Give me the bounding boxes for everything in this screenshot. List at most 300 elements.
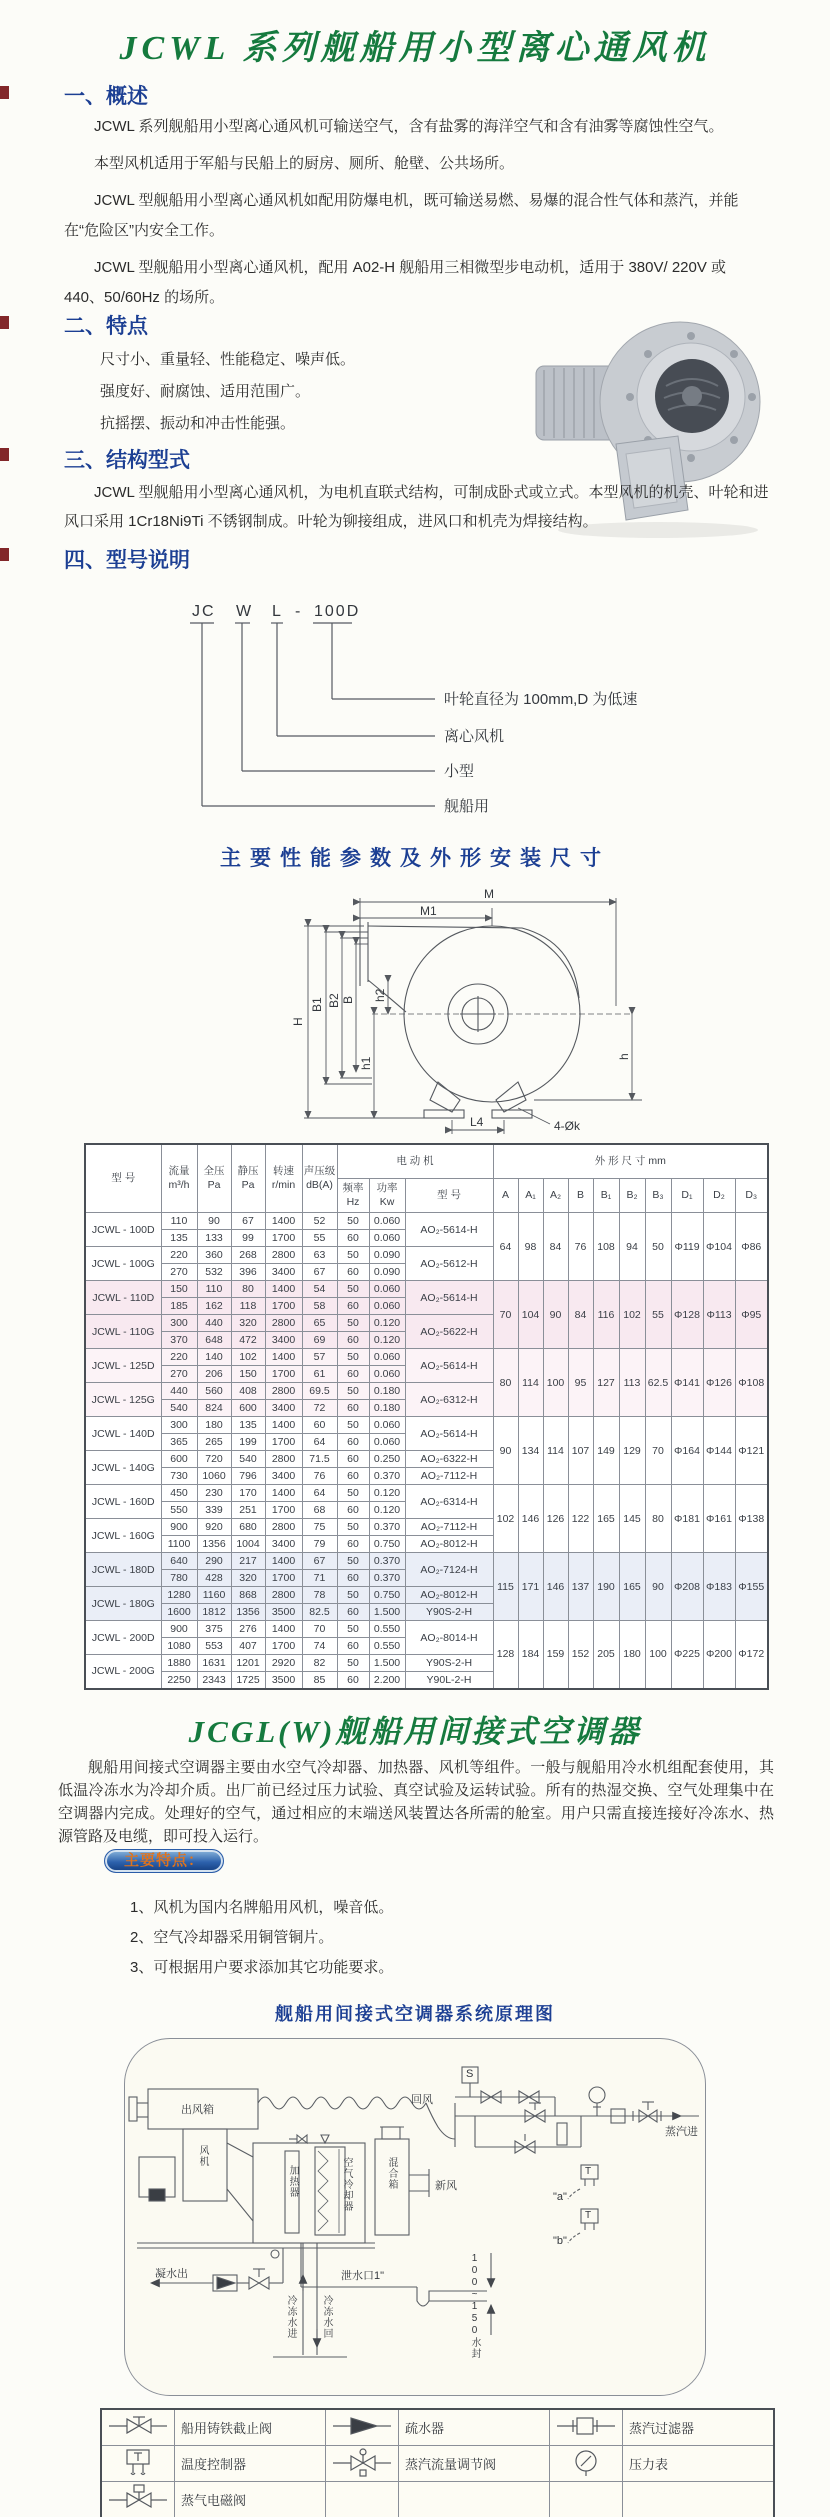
steam-flow-valve-icon — [326, 2446, 399, 2482]
paragraph: 本型风机适用于军船与民船上的厨房、厕所、舱壁、公共场所。 — [94, 155, 515, 172]
legend-label — [623, 2482, 775, 2517]
table-cell: 3400 — [265, 1468, 302, 1485]
table-cell: 69.5 — [302, 1383, 337, 1400]
dimension-cell: 115 — [493, 1553, 518, 1621]
dimension-cell: Φ208 — [671, 1553, 703, 1621]
table-cell: 0.120 — [369, 1502, 405, 1519]
table-cell: 0.060 — [369, 1366, 405, 1383]
table-cell: 1700 — [265, 1502, 302, 1519]
table-cell: 60 — [337, 1451, 369, 1468]
paragraph: JCWL 型舰船用小型离心通风机，配用 A02-H 舰船用三相微型步电动机，适用于 380V/ 220V 或 440、50/60Hz 的场所。 — [64, 259, 727, 306]
paragraph: JCWL 系列舰船用小型离心通风机可输送空气，含有盐雾的海洋空气和含有油雾等腐蚀性空气。 — [94, 118, 724, 135]
table-cell: 920 — [197, 1519, 231, 1536]
schematic-label-water-seal: 100~150水封 — [469, 2253, 480, 2359]
col-header-dim: D₁ — [671, 1179, 703, 1213]
ac-features-list — [130, 1896, 690, 1986]
schematic-label-chilled-in: 冷冻水进 — [285, 2295, 296, 2339]
table-cell: 0.060 — [369, 1417, 405, 1434]
dimension-cell: 165 — [593, 1485, 619, 1553]
dimension-cell: 114 — [543, 1417, 568, 1485]
table-cell: 1700 — [265, 1638, 302, 1655]
table-cell: 408 — [231, 1383, 265, 1400]
motor-model-cell: Y90S-2-H — [405, 1604, 493, 1621]
dimension-cell: 113 — [619, 1349, 645, 1417]
dimension-cell: 205 — [593, 1621, 619, 1689]
table-cell: 220 — [161, 1349, 197, 1366]
dimension-cell: 84 — [568, 1281, 593, 1349]
col-group-motor: 电 动 机 — [337, 1144, 493, 1179]
dimension-cell: 90 — [543, 1281, 568, 1349]
schematic-label-condensate-out: 凝水出 — [155, 2268, 188, 2280]
table-cell: 69 — [302, 1332, 337, 1349]
model-name-cell: JCWL - 110D — [85, 1281, 161, 1315]
table-header-row — [85, 1144, 768, 1179]
model-code-diagram — [180, 596, 720, 831]
dimension-cell: 80 — [493, 1349, 518, 1417]
model-code-part: L — [272, 603, 283, 620]
perf-table-body — [85, 1213, 768, 1689]
col-header-dim: B₁ — [593, 1179, 619, 1213]
table-cell: 2920 — [265, 1655, 302, 1672]
dimension-cell: 129 — [619, 1417, 645, 1485]
motor-model-cell: AO₂-6314-H — [405, 1485, 493, 1519]
table-cell: 0.550 — [369, 1621, 405, 1638]
motor-model-cell: AO₂-7124-H — [405, 1553, 493, 1587]
table-cell: 1400 — [265, 1349, 302, 1366]
table-cell: 60 — [337, 1536, 369, 1553]
col-header-hz: 频率 Hz — [337, 1179, 369, 1213]
legend-label: 疏水器 — [399, 2409, 550, 2446]
table-row — [85, 1281, 768, 1298]
legend-label: 蒸汽流量调节阀 — [399, 2446, 550, 2482]
motor-model-cell: AO₂-7112-H — [405, 1468, 493, 1485]
table-cell: 133 — [197, 1230, 231, 1247]
table-cell: 268 — [231, 1247, 265, 1264]
dimension-cell: 149 — [593, 1417, 619, 1485]
dimension-cell: Φ161 — [703, 1485, 735, 1553]
motor-model-cell: Y90L-2-H — [405, 1672, 493, 1689]
table-cell: 1725 — [231, 1672, 265, 1689]
overview-paragraphs — [64, 112, 770, 320]
table-cell: 67 — [302, 1264, 337, 1281]
table-cell: 1.500 — [369, 1655, 405, 1672]
table-cell: 320 — [231, 1315, 265, 1332]
schematic-label-b: "b" — [553, 2235, 567, 2247]
dimension-cell: 90 — [493, 1417, 518, 1485]
model-label: 小型 — [444, 763, 475, 780]
ac-feature-item: 2、空气冷却器采用铜管铜片。 — [130, 1929, 334, 1946]
feature-item: 抗摇摆、振动和冲击性能强。 — [100, 415, 296, 432]
table-cell: 1400 — [265, 1621, 302, 1638]
dimension-cell: 98 — [518, 1213, 543, 1281]
feature-item: 强度好、耐腐蚀、适用范围广。 — [100, 383, 311, 400]
table-cell: 50 — [337, 1213, 369, 1230]
table-cell: 58 — [302, 1298, 337, 1315]
table-row — [85, 1213, 768, 1230]
table-cell: 67 — [302, 1553, 337, 1570]
col-header-db: 声压级 dB(A) — [302, 1144, 337, 1213]
legend-table — [100, 2408, 775, 2517]
dimension-cell: 146 — [543, 1553, 568, 1621]
table-cell: 2800 — [265, 1383, 302, 1400]
table-cell — [550, 2482, 623, 2517]
section-heading-model: 四、型号说明 — [64, 549, 190, 572]
table-cell: 0.250 — [369, 1451, 405, 1468]
table-cell: 276 — [231, 1621, 265, 1638]
table-cell: 60 — [337, 1400, 369, 1417]
table-cell: 64 — [302, 1485, 337, 1502]
table-cell: 199 — [231, 1434, 265, 1451]
dimension-cell: 90 — [645, 1553, 671, 1621]
table-cell: 60 — [337, 1298, 369, 1315]
table-cell: 440 — [197, 1315, 231, 1332]
table-cell: 50 — [337, 1417, 369, 1434]
model-name-cell: JCWL - 160D — [85, 1485, 161, 1519]
section-heading-overview: 一、概述 — [64, 85, 148, 108]
col-header-dim: A₂ — [543, 1179, 568, 1213]
table-cell: 110 — [197, 1281, 231, 1298]
table-cell: 300 — [161, 1417, 197, 1434]
dim-label-B: B — [341, 995, 355, 1004]
table-cell: 1812 — [197, 1604, 231, 1621]
table-cell: 1700 — [265, 1298, 302, 1315]
table-cell: 270 — [161, 1366, 197, 1383]
table-cell: 1201 — [231, 1655, 265, 1672]
table-cell: 0.180 — [369, 1383, 405, 1400]
dim-label-B1: B1 — [310, 997, 324, 1012]
dim-label-L4: L4 — [470, 1115, 484, 1129]
key-features-badge: 主要特点： — [104, 1849, 224, 1873]
schematic-label-s: S — [466, 2068, 474, 2080]
table-cell: 265 — [197, 1434, 231, 1451]
table-cell: 50 — [337, 1383, 369, 1400]
table-cell: 3400 — [265, 1400, 302, 1417]
section-heading-structure: 三、结构型式 — [64, 449, 190, 472]
table-cell: 0.120 — [369, 1315, 405, 1332]
dim-label-M: M — [484, 887, 494, 901]
dim-label-M1: M1 — [420, 904, 437, 918]
dimension-cell: 134 — [518, 1417, 543, 1485]
table-cell: 251 — [231, 1502, 265, 1519]
dimension-cell: 100 — [645, 1621, 671, 1689]
schematic-label-mix-box: 混合箱 — [386, 2157, 397, 2190]
model-name-cell: JCWL - 200D — [85, 1621, 161, 1655]
table-cell: 2800 — [265, 1519, 302, 1536]
dimension-cell: 122 — [568, 1485, 593, 1553]
table-cell: 61 — [302, 1366, 337, 1383]
schematic-label-cooler: 空气冷却器 — [341, 2157, 352, 2212]
model-name-cell: JCWL - 140D — [85, 1417, 161, 1451]
edge-mark — [0, 548, 9, 561]
paragraph: JCWL 型舰船用小型离心通风机，为电机直联式结构，可制成卧式或立式。本型风机的机壳、叶轮和进风口采用 1Cr18Ni9Ti 不锈钢制成。叶轮为铆接组成，进风口和机壳为焊接结构。 — [64, 484, 769, 530]
model-name-cell: JCWL - 125D — [85, 1349, 161, 1383]
table-cell: 532 — [197, 1264, 231, 1281]
dimension-cell: Φ181 — [671, 1485, 703, 1553]
paragraph: 舰船用间接式空调器主要由水空气冷却器、加热器、风机等组件。一般与舰船用冷水机组配套使用，其低温冷冻水为冷却介质。出厂前已经过压力试验、真空试验及运转试验。所有的热湿交换、空气处理集中在空调器内完成。处理好的空气，通过相应的末端送风装置达各所需的舱室。用户只需直接连接好冷冻水、热源管路及电缆，即可投入运行。 — [58, 1759, 774, 1845]
table-cell: 3400 — [265, 1332, 302, 1349]
table-cell: 1400 — [265, 1485, 302, 1502]
col-header-dim: B₃ — [645, 1179, 671, 1213]
table-cell: 74 — [302, 1638, 337, 1655]
ac-feature-item: 1、风机为国内名牌船用风机，噪音低。 — [130, 1899, 394, 1916]
table-cell: 780 — [161, 1570, 197, 1587]
table-cell: 1600 — [161, 1604, 197, 1621]
table-cell: 70 — [302, 1621, 337, 1638]
table-cell: 2800 — [265, 1247, 302, 1264]
table-cell: 1700 — [265, 1434, 302, 1451]
table-cell: 60 — [337, 1264, 369, 1281]
table-cell: 60 — [337, 1434, 369, 1451]
dimension-cell: 94 — [619, 1213, 645, 1281]
motor-model-cell: AO₂-6312-H — [405, 1383, 493, 1417]
model-label: 叶轮直径为 100mm,D 为低速 — [444, 691, 638, 708]
table-cell: 407 — [231, 1638, 265, 1655]
table-cell: 320 — [231, 1570, 265, 1587]
dimension-drawing — [72, 886, 762, 1143]
table-cell: 60 — [337, 1604, 369, 1621]
table-cell: 50 — [337, 1519, 369, 1536]
table-cell: 0.120 — [369, 1485, 405, 1502]
table-cell: 1400 — [265, 1417, 302, 1434]
dimension-cell: 108 — [593, 1213, 619, 1281]
dimension-cell: 107 — [568, 1417, 593, 1485]
table-cell: 0.060 — [369, 1434, 405, 1451]
dimension-cell: Φ119 — [671, 1213, 703, 1281]
dimension-cell: 95 — [568, 1349, 593, 1417]
table-cell: 0.370 — [369, 1570, 405, 1587]
table-cell: 0.120 — [369, 1332, 405, 1349]
table-cell: 1356 — [231, 1604, 265, 1621]
system-schematic — [124, 2038, 706, 2396]
dimension-cell: 102 — [493, 1485, 518, 1553]
table-cell: 50 — [337, 1621, 369, 1638]
edge-mark — [0, 448, 9, 461]
table-cell: 1100 — [161, 1536, 197, 1553]
table-cell: 64 — [302, 1434, 337, 1451]
table-cell — [326, 2482, 399, 2517]
model-label: 舰船用 — [444, 798, 490, 815]
table-cell: 102 — [231, 1349, 265, 1366]
motor-model-cell: AO₂-8012-H — [405, 1536, 493, 1553]
table-cell: 290 — [197, 1553, 231, 1570]
table-cell: 0.060 — [369, 1213, 405, 1230]
table-cell: 0.060 — [369, 1230, 405, 1247]
model-name-cell: JCWL - 180D — [85, 1553, 161, 1587]
table-cell: 60 — [337, 1502, 369, 1519]
table-cell: 60 — [337, 1468, 369, 1485]
paragraph: JCWL 型舰船用小型离心通风机如配用防爆电机，既可输送易燃、易爆的混合性气体和蒸汽，并能在“危险区”内安全工作。 — [64, 192, 739, 239]
dimension-cell: Φ121 — [735, 1417, 768, 1485]
dim-label-B2: B2 — [327, 993, 341, 1008]
table-cell: 375 — [197, 1621, 231, 1638]
table-cell: 82.5 — [302, 1604, 337, 1621]
table-cell: 2250 — [161, 1672, 197, 1689]
motor-model-cell: AO₂-5614-H — [405, 1281, 493, 1315]
table-cell: 75 — [302, 1519, 337, 1536]
solenoid-valve-icon — [101, 2482, 175, 2517]
dimension-cell: Φ200 — [703, 1621, 735, 1689]
table-cell: 65 — [302, 1315, 337, 1332]
dimension-cell: Φ138 — [735, 1485, 768, 1553]
model-name-cell: JCWL - 125G — [85, 1383, 161, 1417]
schematic-title: 舰船用间接式空调器系统原理图 — [275, 2004, 555, 2024]
page-title: JCWL 系列舰船用小型离心通风机 — [119, 30, 711, 67]
col-header-dim: B — [568, 1179, 593, 1213]
dimension-cell: Φ113 — [703, 1281, 735, 1349]
dimension-cell: 137 — [568, 1553, 593, 1621]
legend-label — [399, 2482, 550, 2517]
table-cell: 640 — [161, 1553, 197, 1570]
table-cell: 540 — [231, 1451, 265, 1468]
table-cell: 50 — [337, 1349, 369, 1366]
table-cell: 396 — [231, 1264, 265, 1281]
table-cell: 0.090 — [369, 1247, 405, 1264]
table-cell: 110 — [161, 1213, 197, 1230]
dimension-cell: 180 — [619, 1621, 645, 1689]
table-cell: 1700 — [265, 1570, 302, 1587]
table-cell: 1631 — [197, 1655, 231, 1672]
dimension-cell: 100 — [543, 1349, 568, 1417]
dimension-cell: Φ144 — [703, 1417, 735, 1485]
table-cell: 1280 — [161, 1587, 197, 1604]
col-header-static-pressure: 静压 Pa — [231, 1144, 265, 1213]
table-cell: 170 — [231, 1485, 265, 1502]
table-cell: 71 — [302, 1570, 337, 1587]
table-cell: 1400 — [265, 1553, 302, 1570]
dimension-cell: 64 — [493, 1213, 518, 1281]
table-cell: 0.370 — [369, 1519, 405, 1536]
dimension-cell: Φ95 — [735, 1281, 768, 1349]
legend-label: 温度控制器 — [175, 2446, 326, 2482]
motor-model-cell: AO₂-5612-H — [405, 1247, 493, 1281]
table-row — [85, 1349, 768, 1366]
dimension-cell: 55 — [645, 1281, 671, 1349]
table-cell: 730 — [161, 1468, 197, 1485]
table-cell: 82 — [302, 1655, 337, 1672]
model-name-cell: JCWL - 140G — [85, 1451, 161, 1485]
table-cell: 648 — [197, 1332, 231, 1349]
table-cell: 230 — [197, 1485, 231, 1502]
dimension-cell: Φ141 — [671, 1349, 703, 1417]
table-cell: 60 — [302, 1417, 337, 1434]
table-cell: 0.060 — [369, 1298, 405, 1315]
table-cell: 79 — [302, 1536, 337, 1553]
col-header-model: 型 号 — [85, 1144, 161, 1213]
table-cell: 50 — [337, 1247, 369, 1264]
table-cell: 0.370 — [369, 1553, 405, 1570]
schematic-label-steam-in: 蒸汽进 — [665, 2126, 698, 2138]
dimension-cell: 116 — [593, 1281, 619, 1349]
table-cell: 553 — [197, 1638, 231, 1655]
motor-model-cell: Y90S-2-H — [405, 1655, 493, 1672]
table-row — [85, 1417, 768, 1434]
table-cell: 0.750 — [369, 1587, 405, 1604]
model-name-cell: JCWL - 180G — [85, 1587, 161, 1621]
table-cell: 60 — [337, 1570, 369, 1587]
col-header-total-pressure: 全压 Pa — [197, 1144, 231, 1213]
dimension-cell: 114 — [518, 1349, 543, 1417]
table-cell: 1356 — [197, 1536, 231, 1553]
table-cell: 365 — [161, 1434, 197, 1451]
table-row — [85, 1621, 768, 1638]
ac-title: JCGL(W)舰船用间接式空调器 — [188, 1714, 642, 1749]
table-cell: 57 — [302, 1349, 337, 1366]
model-name-cell: JCWL - 100D — [85, 1213, 161, 1247]
table-cell: 3500 — [265, 1604, 302, 1621]
table-cell: 50 — [337, 1315, 369, 1332]
model-name-cell: JCWL - 160G — [85, 1519, 161, 1553]
table-cell: 440 — [161, 1383, 197, 1400]
table-cell: 1400 — [265, 1281, 302, 1298]
model-code-part: - — [295, 603, 303, 620]
motor-model-cell: AO₂-8014-H — [405, 1621, 493, 1655]
dimension-cell: 190 — [593, 1553, 619, 1621]
table-cell: 135 — [231, 1417, 265, 1434]
table-cell: 868 — [231, 1587, 265, 1604]
table-cell: 50 — [337, 1587, 369, 1604]
table-cell: 3400 — [265, 1264, 302, 1281]
stop-valve-icon — [101, 2409, 175, 2446]
table-cell: 560 — [197, 1383, 231, 1400]
motor-model-cell: AO₂-8012-H — [405, 1587, 493, 1604]
dimension-cell: 76 — [568, 1213, 593, 1281]
dimension-cell: Φ172 — [735, 1621, 768, 1689]
table-cell: 60 — [337, 1638, 369, 1655]
dimension-cell: Φ225 — [671, 1621, 703, 1689]
motor-model-cell: AO₂-5614-H — [405, 1213, 493, 1247]
dimension-cell: 50 — [645, 1213, 671, 1281]
table-cell: 50 — [337, 1655, 369, 1672]
legend-row — [101, 2482, 774, 2517]
dimension-cell: 127 — [593, 1349, 619, 1417]
structure-paragraph — [64, 478, 770, 543]
table-cell: 60 — [337, 1230, 369, 1247]
dim-label-4ok: 4-Øk — [554, 1119, 581, 1133]
model-label: 离心风机 — [444, 728, 505, 745]
edge-mark — [0, 316, 9, 329]
dimension-cell: 128 — [493, 1621, 518, 1689]
model-name-cell: JCWL - 200G — [85, 1655, 161, 1689]
schematic-label-t: T — [585, 2166, 592, 2177]
table-cell: 140 — [197, 1349, 231, 1366]
motor-model-cell: AO₂-6322-H — [405, 1451, 493, 1468]
table-cell: 824 — [197, 1400, 231, 1417]
table-cell: 60 — [337, 1366, 369, 1383]
dimension-cell: Φ128 — [671, 1281, 703, 1349]
table-cell: 162 — [197, 1298, 231, 1315]
col-group-dimensions: 外 形 尺 寸 mm — [493, 1144, 768, 1179]
motor-model-cell: AO₂-5614-H — [405, 1349, 493, 1383]
table-cell: 68 — [302, 1502, 337, 1519]
table-cell: 185 — [161, 1298, 197, 1315]
col-header-dim: A — [493, 1179, 518, 1213]
dimension-cell: 145 — [619, 1485, 645, 1553]
col-header-dim: D₃ — [735, 1179, 768, 1213]
table-cell: 118 — [231, 1298, 265, 1315]
table-cell: 60 — [337, 1332, 369, 1349]
ac-feature-item: 3、可根据用户要求添加其它功能要求。 — [130, 1959, 394, 1976]
dim-label-H: H — [291, 1017, 305, 1026]
table-cell: 150 — [231, 1366, 265, 1383]
table-cell: 0.060 — [369, 1349, 405, 1366]
legend-label: 蒸汽过滤器 — [623, 2409, 775, 2446]
motor-model-cell: AO₂-5614-H — [405, 1417, 493, 1451]
dimension-cell: 146 — [518, 1485, 543, 1553]
col-header-motor-model: 型 号 — [405, 1179, 493, 1213]
table-cell: 3400 — [265, 1536, 302, 1553]
table-cell: 1080 — [161, 1638, 197, 1655]
col-header-dim: D₂ — [703, 1179, 735, 1213]
